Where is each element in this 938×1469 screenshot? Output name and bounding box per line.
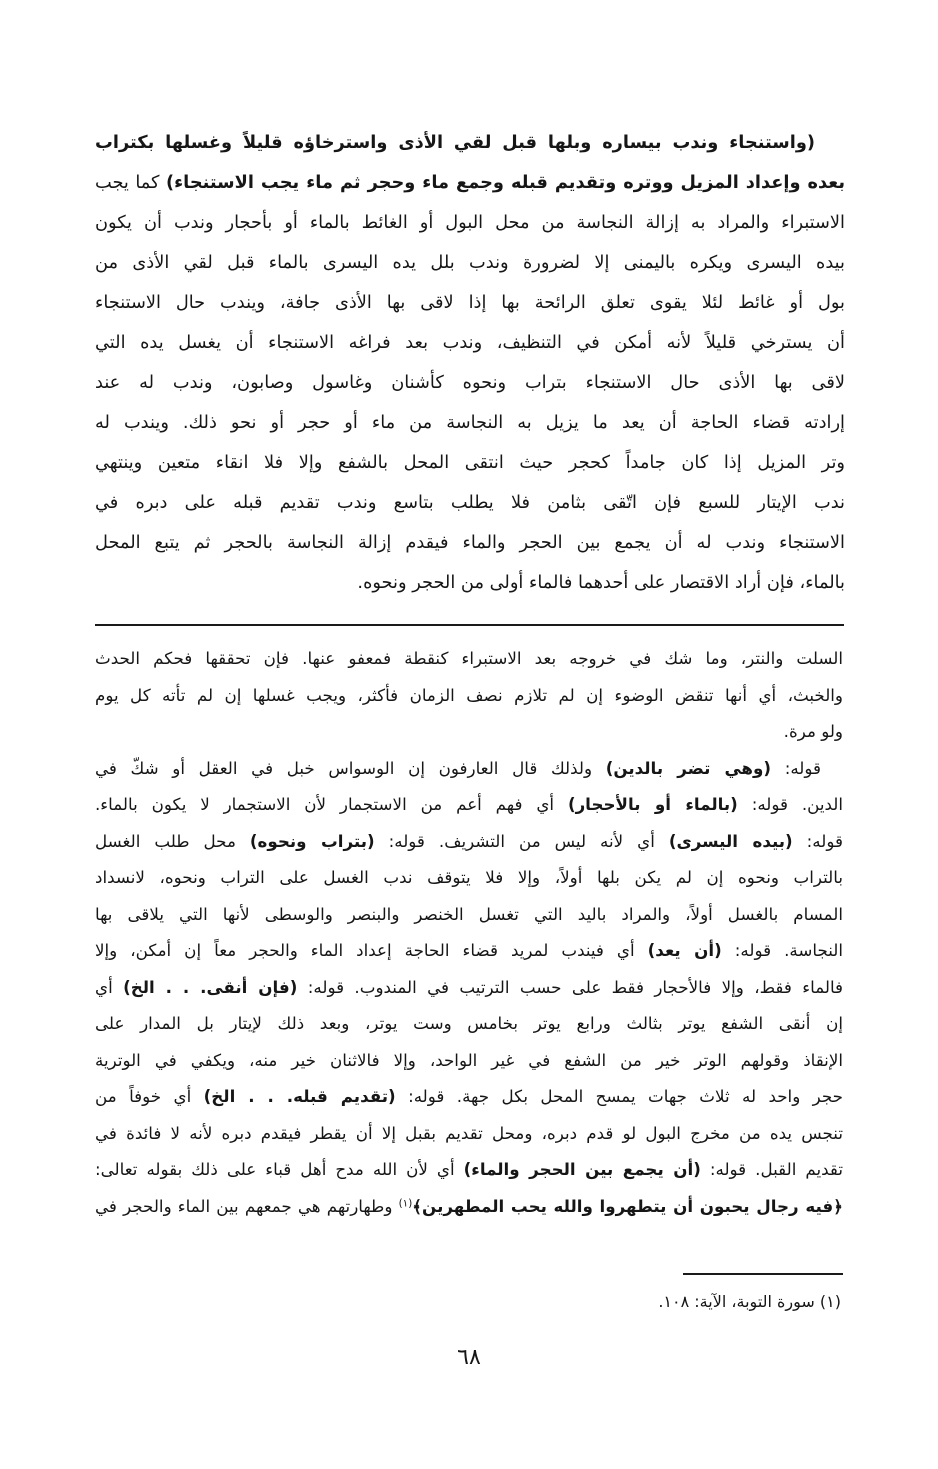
text-segment: أي — [95, 976, 124, 997]
text-line — [95, 443, 845, 483]
text-line — [95, 677, 843, 714]
lemma: (فإن أنقى. . . الخ) — [123, 976, 298, 997]
text-segment: وتر المزيل إذا كان جامداً كحجر حيث انتقى المحل بالشفع وإلا فلا انقاء متعين وينتهي — [95, 453, 845, 473]
text-line — [95, 1078, 843, 1115]
lemma: (وهي تضر بالدين) — [605, 757, 772, 778]
text-segment: إرادته قضاء الحاجة أن يعد ما يزيل به النجاسة من ماء أو حجر أو نحو ذلك. ويندب له — [95, 413, 845, 433]
text-segment: وطهارتهم هي جمعهم بين الماء والحجر في — [95, 1195, 399, 1216]
text-line — [95, 563, 845, 603]
text-line — [95, 323, 845, 363]
commentary-text — [95, 640, 843, 1224]
text-segment: أن يسترخي قليلاً لأنه أمكن في التنظيف، وندب بعد فراغه الاستنجاء أن يغسل يده التي — [95, 333, 845, 353]
lemma: (بتراب ونحوه) — [249, 830, 375, 851]
quran-verse: ﴿فيه رجال يحبون أن يتطهروا والله يحب المطهرين﴾ — [412, 1195, 843, 1216]
text-segment: بالتراب ونحوه إن لم يكن بلها أولاً، وإلا فلا يتوقف ندب الغسل على التراب ونحوه، لانسداد — [95, 867, 843, 887]
text-line — [95, 363, 845, 403]
matn-text: بعده وإعداد المزيل ووتره وتقديم قبله وجمع ماء وحجر ثم ماء يجب الاستنجاء) — [165, 173, 845, 193]
text-line — [95, 243, 845, 283]
text-segment: الاستبراء والمراد به إزالة النجاسة من محل البول أو الغائط بالماء أو بأحجار وندب أن يكون — [95, 213, 845, 233]
text-line — [95, 896, 843, 933]
text-line — [95, 750, 843, 787]
matn-text: (واستنجاء وندب بيساره وبلها قبل لقي الأذى واسترخاؤه قليلاً وغسلها بكتراب — [95, 133, 815, 153]
text-segment: الدين. قوله: — [737, 794, 843, 814]
text-segment: النجاسة. قوله: — [721, 940, 843, 960]
footnote: (١) سورة التوبة، الآية: ١٠٨. — [658, 1292, 841, 1311]
text-segment: ولو مرة. — [783, 721, 843, 741]
text-segment: ولذلك قال العارفون إن الوسواس خبل في العقل أو شكّ في — [95, 757, 606, 778]
main-paragraph — [95, 123, 845, 603]
text-segment: المسام بالغسل أولاً، والمراد باليد التي تغسل الخنصر والبنصر والوسطى لأنها التي يلاقى بها — [95, 903, 843, 924]
text-segment: بالماء، فإن أراد الاقتصار على أحدهما فالماء أولى من الحجر ونحوه. — [357, 573, 845, 593]
text-line — [95, 823, 843, 860]
text-segment: أي فيندب لمريد قضاء الحاجة إعداد الماء والحجر معاً إن أمكن، وإلا — [95, 940, 648, 960]
text-segment: أي خوفاً من — [95, 1086, 204, 1106]
text-line — [95, 483, 845, 523]
text-segment: أي لأنه ليس من التشريف. قوله: — [374, 830, 669, 851]
text-segment: بول أو غائط لئلا يقوى تعلق الرائحة بها إذا لاقى بها الأذى جافة، ويندب حال الاستنجاء — [95, 293, 845, 313]
text-segment: الإنقاذ وقولهم الوتر خير من الشفع في غير الواحد، وإلا فالاثنان خير منه، ويكفي في الوترية — [95, 1049, 843, 1070]
lemma: (أن يجمع بين الحجر والماء) — [463, 1159, 701, 1179]
text-segment: حجر واحد له ثلاث جهات يمسح المحل بكل جهة. قوله: — [395, 1086, 843, 1106]
separator-rule — [95, 624, 844, 626]
text-line — [95, 1005, 843, 1042]
main-text — [95, 123, 845, 603]
text-line — [95, 1188, 843, 1225]
text-segment: الاستنجاء وندب له أن يجمع بين الحجر والماء فيقدم إزالة النجاسة بالحجر ثم يتبع المحل — [95, 533, 845, 553]
text-line — [95, 1042, 843, 1079]
text-line — [95, 403, 845, 443]
text-line — [95, 713, 843, 750]
text-segment: فالماء فقط، وإلا فالأحجار فقط على حسب الترتيب في المندوب. قوله: — [297, 976, 843, 997]
text-line — [95, 123, 845, 163]
text-segment: قوله: — [771, 757, 821, 778]
text-line — [95, 859, 843, 896]
text-line — [95, 203, 845, 243]
commentary-paragraph-continued — [95, 640, 843, 750]
lemma: (بيده اليسرى) — [668, 830, 793, 851]
text-segment: أي لأن الله مدح أهل قباء على ذلك بقوله تعالى: — [95, 1159, 464, 1179]
text-segment: أي فهم أعم من الاستجمار لأن الاستجمار لا يكون بالماء. — [95, 794, 568, 814]
text-segment: قوله: — [792, 830, 843, 851]
text-segment: ندب الإيتار للسبع فإن اتّقى بثامن فلا يطلب بتاسع وندب تقديم قبله على دبره في — [95, 493, 845, 513]
footnote-ref: (١) — [398, 1196, 413, 1209]
text-segment: تقديم القبل. قوله: — [700, 1159, 843, 1179]
footnote-rule — [683, 1273, 843, 1275]
text-segment: إن أنقى الشفع يوتر بثالث ورابع يوتر بخامس وست يوتر، وبعد ذلك لإيتار بل المدار على — [95, 1013, 843, 1033]
text-line — [95, 786, 843, 823]
text-line — [95, 163, 845, 203]
lemma: (أن يعد) — [647, 940, 722, 960]
text-line — [95, 1115, 843, 1152]
text-segment: بيده اليسرى ويكره باليمنى إلا لضرورة وندب بلل يده اليسرى بالماء قبل لقي الأذى من — [95, 253, 845, 273]
lemma: (تقديم قبله. . . الخ) — [203, 1086, 396, 1106]
text-line — [95, 523, 845, 563]
commentary-paragraph — [95, 750, 843, 1225]
text-segment: تنجس يده من مخرج البول لو قدم دبره، ومحل تقديم بقبل إلا أن يقطر فيقدم دبره لأنه لا فائدة في — [95, 1122, 843, 1143]
lemma: (بالماء أو بالأحجار) — [567, 794, 738, 814]
text-line — [95, 1151, 843, 1188]
text-segment: محل طلب الغسل — [95, 830, 250, 851]
text-segment: كما يجب — [95, 173, 166, 193]
text-line — [95, 640, 843, 677]
text-segment: لاقى بها الأذى حال الاستنجاء بتراب ونحوه كأشنان وغاسول وصابون، وندب له عند — [95, 373, 845, 393]
text-segment: والخبث، أي أنها تنقض الوضوء إن لم تلازم نصف الزمان فأكثر، ويجب غسلها إن لم تأته كل يوم — [95, 684, 843, 705]
text-segment: السلت والنتر، وما شك في خروجه بعد الاستبراء كنقطة فمعفو عنها. فإن تحققها فحكم الحدث — [95, 648, 843, 668]
text-line — [95, 283, 845, 323]
text-line — [95, 932, 843, 969]
page-number: ٦٨ — [457, 1345, 481, 1370]
text-line — [95, 969, 843, 1006]
